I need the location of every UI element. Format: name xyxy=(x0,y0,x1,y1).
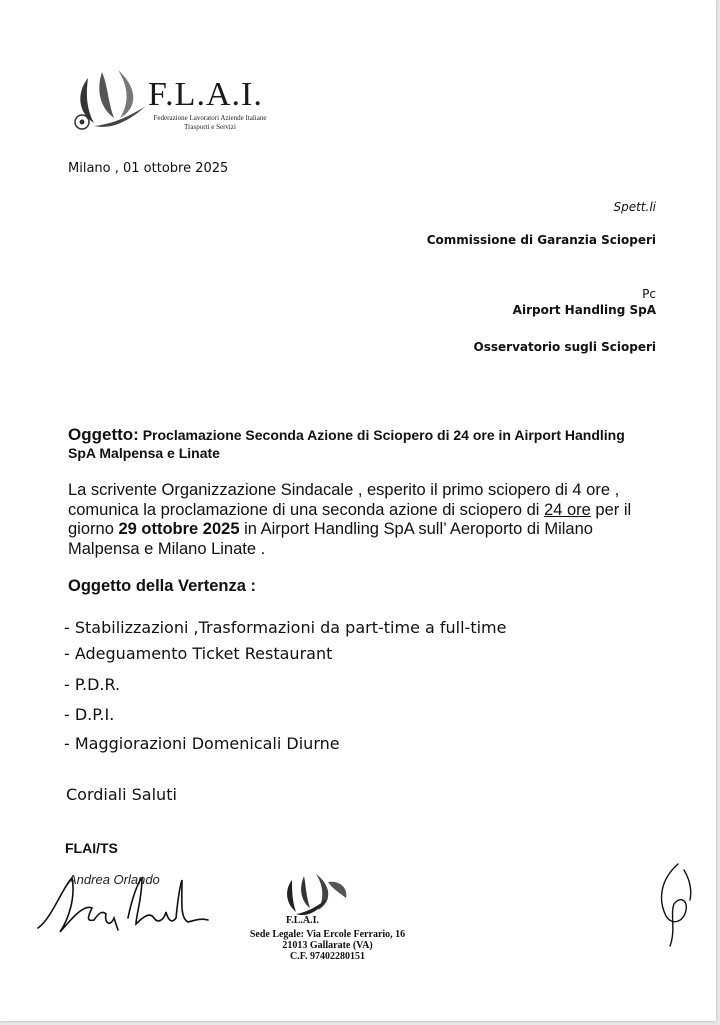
stamp-title: F.L.A.I. xyxy=(286,915,319,926)
list-item: - P.D.R. xyxy=(64,675,121,694)
signatory-name: Andrea Orlando xyxy=(68,872,160,887)
recipient-company: Airport Handling SpA xyxy=(512,303,656,317)
stamp-line3: C.F. 97402280151 xyxy=(290,951,365,962)
list-item: - Adeguamento Ticket Restaurant xyxy=(64,644,333,663)
subject-text: Proclamazione Seconda Azione di Sciopero di 24 ore in Airport Handling SpA Malpensa e Linate xyxy=(68,427,625,461)
stamp-address xyxy=(245,929,410,962)
logo-subtitle-line2: Trasporti e Servizi xyxy=(184,123,236,131)
recipient-cc-label: Pc xyxy=(642,287,656,301)
body-part3: in Airport Handling SpA sull’ Aeroporto di Milano Malpensa e Milano Linate . xyxy=(68,520,593,558)
salutation: Spett.li xyxy=(613,200,656,214)
signatory-org: FLAI/TS xyxy=(65,840,118,856)
subject-label: Oggetto: xyxy=(68,425,139,444)
logo-title: F.L.A.I. xyxy=(148,76,263,113)
body-part2: per il giorno xyxy=(68,500,632,538)
stamp-line2: 21013 Gallarate (VA) xyxy=(282,940,373,951)
body-paragraph xyxy=(68,481,660,559)
logo-subtitle xyxy=(150,114,270,132)
recipient-observatory: Osservatorio sugli Scioperi xyxy=(473,340,656,354)
dispute-title: Oggetto della Vertenza : xyxy=(68,577,256,595)
body-part1: La scrivente Organizzazione Sindacale , esperito il primo sciopero di 4 ore , comunica la proclamazione di una seconda azione di sciopero di xyxy=(68,481,620,519)
subject-line xyxy=(68,426,628,462)
handwritten-initials-icon xyxy=(650,860,700,950)
stamp-line1: Sede Legale: Via Ercole Ferrario, 16 xyxy=(249,929,406,940)
list-item: - Stabilizzazioni ,Trasformazioni da part-time a full-time xyxy=(64,618,507,637)
strike-duration: 24 ore xyxy=(544,500,591,519)
strike-date: 29 ottobre 2025 xyxy=(118,520,240,538)
list-item: - D.P.I. xyxy=(64,705,115,724)
closing-text: Cordiali Saluti xyxy=(66,785,177,804)
list-item: - Maggiorazioni Domenicali Diurne xyxy=(64,734,340,753)
handwritten-signature-icon xyxy=(32,858,212,938)
recipient-commission: Commissione di Garanzia Scioperi xyxy=(426,233,656,247)
letter-date: Milano , 01 ottobre 2025 xyxy=(68,161,229,176)
logo-subtitle-line1: Federazione Lavoratori Aziende Italiane xyxy=(153,114,267,122)
